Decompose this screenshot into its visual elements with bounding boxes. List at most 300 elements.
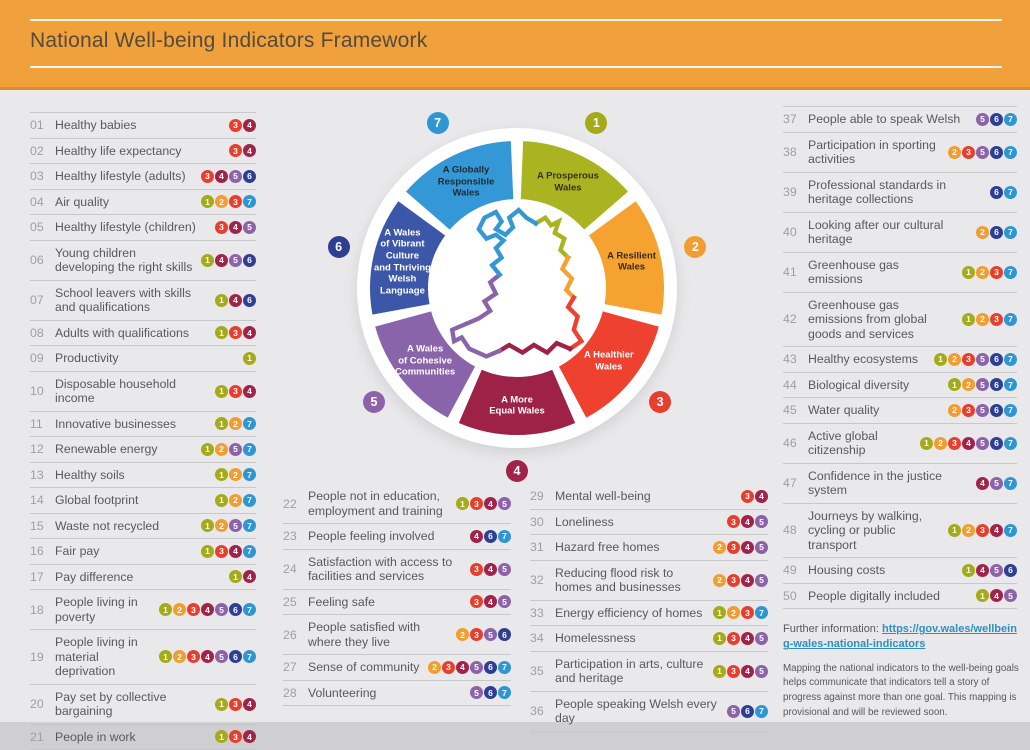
indicator-label: Homelessness [555, 631, 707, 646]
indicator-number: 19 [30, 650, 52, 664]
goal-badge-5: 5 [215, 650, 228, 663]
indicator-label: Journeys by walking, cycling or public transport [808, 509, 942, 553]
goal-badge-3: 3 [229, 195, 242, 208]
goal-badge-1: 1 [215, 698, 228, 711]
goal-badge-7: 7 [1004, 313, 1017, 326]
indicator-number: 17 [30, 570, 52, 584]
goal-badge-1: 1 [229, 570, 242, 583]
indicator-row-45 [783, 398, 1017, 424]
goal-segment-label-1: A Prosperous Wales [514, 171, 622, 194]
indicator-row-29 [530, 484, 768, 510]
indicator-row-43 [783, 347, 1017, 373]
goal-badge-7: 7 [498, 661, 511, 674]
indicator-label: People satisfied with where they live [308, 620, 450, 649]
indicator-row-21 [30, 725, 256, 750]
indicator-label: Disposable household income [55, 377, 209, 406]
goal-badge-1: 1 [962, 564, 975, 577]
indicator-row-20 [30, 685, 256, 725]
goal-badges [214, 417, 256, 430]
indicator-label: Professional standards in heritage collections [808, 178, 984, 207]
goal-badge-6: 6 [741, 705, 754, 718]
goal-badge-5: 5 [1004, 589, 1017, 602]
goal-badge-2: 2 [229, 494, 242, 507]
indicator-row-03 [30, 164, 256, 190]
goal-badge-2: 2 [215, 519, 228, 532]
goal-badge-4: 4 [741, 574, 754, 587]
indicator-row-06 [30, 241, 256, 281]
goal-badge-2: 2 [215, 195, 228, 208]
indicator-number: 07 [30, 293, 52, 307]
indicator-number: 21 [30, 730, 52, 744]
goal-badge-6: 6 [990, 146, 1003, 159]
goal-number-badge-6: 6 [328, 236, 350, 258]
indicator-label: Sense of community [308, 660, 422, 675]
goal-badge-1: 1 [215, 468, 228, 481]
indicator-number: 13 [30, 468, 52, 482]
indicator-number: 33 [530, 606, 552, 620]
indicator-row-40 [783, 213, 1017, 253]
indicator-row-02 [30, 139, 256, 165]
indicator-number: 26 [283, 628, 305, 642]
goal-badge-5: 5 [755, 515, 768, 528]
goal-badge-5: 5 [470, 661, 483, 674]
goal-badge-7: 7 [243, 545, 256, 558]
goal-badges [726, 515, 768, 528]
goal-badges [214, 468, 256, 481]
indicator-label: People able to speak Welsh [808, 112, 970, 127]
goal-badge-1: 1 [201, 254, 214, 267]
goal-badge-7: 7 [243, 195, 256, 208]
indicator-label: Water quality [808, 403, 942, 418]
goal-badge-4: 4 [215, 170, 228, 183]
goal-badge-3: 3 [470, 497, 483, 510]
indicator-number: 27 [283, 660, 305, 674]
goal-badges [228, 570, 256, 583]
goal-badge-3: 3 [229, 730, 242, 743]
indicator-label: Healthy life expectancy [55, 144, 223, 159]
goal-badge-2: 2 [456, 628, 469, 641]
goal-badge-7: 7 [1004, 524, 1017, 537]
indicator-number: 32 [530, 573, 552, 587]
indicator-row-33 [530, 601, 768, 627]
indicator-row-17 [30, 565, 256, 591]
indicator-column-left [30, 112, 256, 750]
goal-badge-4: 4 [976, 477, 989, 490]
indicator-number: 08 [30, 326, 52, 340]
indicator-label: Biological diversity [808, 378, 942, 393]
goal-badge-1: 1 [713, 665, 726, 678]
goal-badge-1: 1 [215, 730, 228, 743]
goal-badge-2: 2 [215, 443, 228, 456]
goal-badge-7: 7 [243, 494, 256, 507]
goal-badge-6: 6 [229, 650, 242, 663]
goal-badge-1: 1 [920, 437, 933, 450]
goal-badge-2: 2 [976, 313, 989, 326]
indicator-row-37 [783, 107, 1017, 133]
indicator-number: 39 [783, 185, 805, 199]
goal-badge-1: 1 [159, 650, 172, 663]
goal-badge-4: 4 [484, 563, 497, 576]
goal-badge-3: 3 [727, 541, 740, 554]
goal-badges [455, 628, 511, 641]
goal-badges [455, 497, 511, 510]
indicator-label: Greenhouse gas emissions [808, 258, 956, 287]
indicator-row-10 [30, 372, 256, 412]
indicator-number: 49 [783, 563, 805, 577]
goal-badge-4: 4 [962, 437, 975, 450]
indicator-label: Pay difference [55, 570, 223, 585]
goal-badges [712, 574, 768, 587]
further-info-link[interactable]: https://gov.wales/wellbeing-wales-national-indicators [783, 623, 1017, 650]
indicator-row-44 [783, 373, 1017, 399]
indicator-number: 37 [783, 112, 805, 126]
indicator-label: Healthy babies [55, 118, 223, 133]
goal-number-badge-7: 7 [427, 112, 449, 134]
indicator-number: 43 [783, 352, 805, 366]
goal-badges [740, 490, 768, 503]
indicator-label: Satisfaction with access to facilities and services [308, 555, 464, 584]
indicator-number: 38 [783, 145, 805, 159]
header-band [0, 0, 1030, 90]
goal-badge-2: 2 [727, 606, 740, 619]
footer [783, 622, 1021, 721]
indicator-row-15 [30, 514, 256, 540]
indicator-row-27 [283, 655, 511, 681]
goal-badge-3: 3 [962, 404, 975, 417]
indicator-label: Participation in sporting activities [808, 138, 942, 167]
goal-badge-3: 3 [470, 628, 483, 641]
indicator-number: 04 [30, 195, 52, 209]
goal-badge-2: 2 [229, 468, 242, 481]
goal-badges [158, 650, 256, 663]
indicator-label: Innovative businesses [55, 417, 209, 432]
indicator-row-23 [283, 524, 511, 550]
indicator-row-24 [283, 550, 511, 590]
goal-badge-3: 3 [229, 385, 242, 398]
goal-badge-3: 3 [201, 170, 214, 183]
indicator-label: Air quality [55, 195, 195, 210]
indicator-number: 46 [783, 436, 805, 450]
indicator-number: 01 [30, 118, 52, 132]
goal-badge-3: 3 [442, 661, 455, 674]
indicator-row-18 [30, 590, 256, 630]
indicator-row-26 [283, 615, 511, 655]
goal-badges [228, 119, 256, 132]
goal-number-badge-5: 5 [363, 391, 385, 413]
goal-badge-1: 1 [159, 603, 172, 616]
further-information [783, 622, 1021, 653]
goal-badge-7: 7 [755, 705, 768, 718]
indicator-row-19 [30, 630, 256, 685]
goal-number-badge-3: 3 [649, 391, 671, 413]
goal-badge-6: 6 [243, 170, 256, 183]
goal-badge-4: 4 [243, 326, 256, 339]
indicator-label: Active global citizenship [808, 429, 914, 458]
goal-badges [933, 353, 1017, 366]
indicator-label: Feeling safe [308, 595, 464, 610]
goal-segment-label-6: A Wales of Vibrant Culture and Thriving Welsh Language [348, 227, 456, 296]
indicator-label: Loneliness [555, 515, 721, 530]
goal-badges [214, 294, 256, 307]
indicator-row-04 [30, 190, 256, 216]
goal-badge-1: 1 [201, 195, 214, 208]
goal-badge-3: 3 [229, 326, 242, 339]
indicator-row-32 [530, 561, 768, 601]
goal-badge-5: 5 [990, 564, 1003, 577]
goal-badge-4: 4 [243, 119, 256, 132]
goal-badge-3: 3 [470, 563, 483, 576]
goals-wheel-svg [327, 98, 707, 478]
goal-badges [200, 443, 256, 456]
goal-badge-4: 4 [741, 632, 754, 645]
goal-badge-7: 7 [498, 530, 511, 543]
goal-badge-2: 2 [962, 378, 975, 391]
goal-badge-1: 1 [713, 632, 726, 645]
indicator-number: 35 [530, 664, 552, 678]
goal-badge-7: 7 [243, 519, 256, 532]
goal-badge-1: 1 [215, 385, 228, 398]
goal-badge-3: 3 [741, 606, 754, 619]
goal-badge-6: 6 [243, 294, 256, 307]
indicator-row-36 [530, 692, 768, 732]
goal-badge-7: 7 [1004, 266, 1017, 279]
indicator-row-22 [283, 484, 511, 524]
goal-badge-2: 2 [428, 661, 441, 674]
goal-badge-1: 1 [243, 352, 256, 365]
goal-badge-2: 2 [976, 226, 989, 239]
goal-badge-1: 1 [215, 294, 228, 307]
goal-badge-3: 3 [215, 221, 228, 234]
goal-badge-3: 3 [727, 665, 740, 678]
indicator-number: 42 [783, 312, 805, 326]
indicator-label: Healthy ecosystems [808, 352, 928, 367]
goal-badge-1: 1 [934, 353, 947, 366]
goal-badge-2: 2 [948, 404, 961, 417]
goal-badge-5: 5 [229, 519, 242, 532]
goal-badge-3: 3 [470, 595, 483, 608]
indicator-row-05 [30, 215, 256, 241]
goal-badges [214, 698, 256, 711]
goal-badges [947, 524, 1017, 537]
goal-badges [947, 404, 1017, 417]
indicator-number: 02 [30, 144, 52, 158]
indicator-number: 40 [783, 225, 805, 239]
goal-badge-4: 4 [229, 294, 242, 307]
goal-segment-label-7: A Globally Responsible Wales [412, 165, 520, 200]
goal-badge-4: 4 [243, 570, 256, 583]
header-rule-bottom [30, 66, 1002, 68]
indicator-label: Hazard free homes [555, 540, 707, 555]
indicator-row-14 [30, 488, 256, 514]
goal-badges [200, 170, 256, 183]
goal-badge-4: 4 [741, 665, 754, 678]
indicator-number: 48 [783, 523, 805, 537]
goal-badges [214, 385, 256, 398]
goal-segment-label-2: A Resilient Wales [578, 250, 686, 273]
indicator-row-12 [30, 437, 256, 463]
goal-badges [200, 519, 256, 532]
goal-badges [200, 545, 256, 558]
indicator-number: 16 [30, 544, 52, 558]
goal-badges [469, 530, 511, 543]
goal-badge-6: 6 [484, 661, 497, 674]
indicator-number: 24 [283, 562, 305, 576]
goal-badge-6: 6 [1004, 564, 1017, 577]
goal-badge-3: 3 [229, 698, 242, 711]
indicator-number: 05 [30, 220, 52, 234]
goal-badges [975, 477, 1017, 490]
goal-badge-1: 1 [201, 443, 214, 456]
indicator-row-41 [783, 253, 1017, 293]
goal-badge-5: 5 [727, 705, 740, 718]
goal-badges [989, 186, 1017, 199]
goal-badge-3: 3 [215, 545, 228, 558]
indicator-number: 12 [30, 442, 52, 456]
goal-badges [947, 378, 1017, 391]
goal-badges [242, 352, 256, 365]
goal-badge-4: 4 [755, 490, 768, 503]
goal-badges [228, 144, 256, 157]
indicator-row-38 [783, 133, 1017, 173]
goal-badges [200, 195, 256, 208]
indicator-label: Participation in arts, culture and heritage [555, 657, 707, 686]
goal-badge-7: 7 [498, 686, 511, 699]
indicator-row-28 [283, 681, 511, 707]
indicator-number: 36 [530, 704, 552, 718]
goal-badge-7: 7 [1004, 353, 1017, 366]
indicator-label: Adults with qualifications [55, 326, 209, 341]
indicator-label: Housing costs [808, 563, 956, 578]
goal-badge-4: 4 [990, 524, 1003, 537]
goal-badge-3: 3 [727, 574, 740, 587]
goal-badges [712, 665, 768, 678]
wellbeing-goals-wheel [327, 98, 707, 478]
goal-badge-6: 6 [990, 353, 1003, 366]
goal-badge-6: 6 [990, 437, 1003, 450]
indicator-number: 44 [783, 378, 805, 392]
goal-badge-3: 3 [976, 524, 989, 537]
goal-badge-7: 7 [1004, 477, 1017, 490]
goal-badge-3: 3 [187, 650, 200, 663]
indicator-row-42 [783, 293, 1017, 348]
goal-badges [214, 326, 256, 339]
goal-badge-5: 5 [976, 404, 989, 417]
goal-badge-2: 2 [713, 574, 726, 587]
goal-badge-6: 6 [990, 378, 1003, 391]
goal-badge-6: 6 [484, 530, 497, 543]
goal-badge-7: 7 [1004, 378, 1017, 391]
indicator-row-16 [30, 539, 256, 565]
goal-badge-7: 7 [1004, 226, 1017, 239]
indicator-label: People speaking Welsh every day [555, 697, 721, 726]
goal-badge-1: 1 [215, 326, 228, 339]
footer-note: Mapping the national indicators to the well-being goals helps communicate that indicators tell a story of progress against more than one goal. This mapping is provisional and will be reviewed soon. [783, 662, 1021, 721]
goal-badge-4: 4 [976, 564, 989, 577]
indicator-label: Reducing flood risk to homes and businesses [555, 566, 707, 595]
indicator-label: Mental well-being [555, 489, 735, 504]
goal-badge-6: 6 [990, 113, 1003, 126]
goal-badge-1: 1 [976, 589, 989, 602]
indicator-row-47 [783, 464, 1017, 504]
indicator-row-49 [783, 558, 1017, 584]
indicator-label: People feeling involved [308, 529, 464, 544]
indicator-label: Looking after our cultural heritage [808, 218, 970, 247]
goal-badge-5: 5 [484, 628, 497, 641]
goal-badge-5: 5 [755, 574, 768, 587]
indicator-row-08 [30, 321, 256, 347]
goal-badges [947, 146, 1017, 159]
goal-badges [712, 606, 768, 619]
indicator-label: Pay set by collective bargaining [55, 690, 209, 719]
goal-badges [712, 632, 768, 645]
indicator-label: Global footprint [55, 493, 209, 508]
goal-badge-3: 3 [990, 313, 1003, 326]
goal-badge-5: 5 [229, 254, 242, 267]
indicator-label: People living in poverty [55, 595, 153, 624]
goal-badge-6: 6 [990, 404, 1003, 417]
goal-badge-5: 5 [229, 170, 242, 183]
indicator-number: 14 [30, 493, 52, 507]
indicator-row-50 [783, 584, 1017, 610]
goal-badge-3: 3 [229, 144, 242, 157]
indicator-row-11 [30, 412, 256, 438]
indicator-label: Waste not recycled [55, 519, 195, 534]
indicator-label: Renewable energy [55, 442, 195, 457]
goal-badge-3: 3 [741, 490, 754, 503]
indicator-label: People not in education, employment and training [308, 489, 450, 518]
goal-badge-4: 4 [456, 661, 469, 674]
indicator-number: 25 [283, 595, 305, 609]
goal-badge-1: 1 [713, 606, 726, 619]
goal-badge-6: 6 [229, 603, 242, 616]
goal-badge-4: 4 [201, 603, 214, 616]
goal-badge-7: 7 [1004, 404, 1017, 417]
goal-badge-6: 6 [243, 254, 256, 267]
indicator-number: 09 [30, 351, 52, 365]
goal-segment-label-5: A Wales of Cohesive Communities [371, 344, 479, 379]
goal-badge-4: 4 [741, 515, 754, 528]
goal-badges [726, 705, 768, 718]
goal-badge-1: 1 [215, 417, 228, 430]
indicator-row-01 [30, 113, 256, 139]
indicator-row-30 [530, 510, 768, 536]
goal-badge-4: 4 [243, 698, 256, 711]
goal-badge-2: 2 [934, 437, 947, 450]
goal-badge-1: 1 [201, 545, 214, 558]
goal-badges [469, 563, 511, 576]
goal-badge-4: 4 [470, 530, 483, 543]
goal-badge-4: 4 [215, 254, 228, 267]
header-rule-top [30, 19, 1002, 21]
indicator-label: People digitally included [808, 589, 970, 604]
goal-badge-2: 2 [173, 650, 186, 663]
goal-badge-2: 2 [229, 417, 242, 430]
goal-badges [712, 541, 768, 554]
indicator-row-48 [783, 504, 1017, 559]
goal-badge-7: 7 [243, 443, 256, 456]
goal-badge-7: 7 [1004, 146, 1017, 159]
goal-badge-7: 7 [1004, 113, 1017, 126]
goal-badge-4: 4 [243, 144, 256, 157]
indicator-number: 47 [783, 476, 805, 490]
goal-badge-1: 1 [215, 494, 228, 507]
goal-badges [961, 564, 1017, 577]
indicator-number: 28 [283, 686, 305, 700]
goal-badge-5: 5 [215, 603, 228, 616]
goal-badge-1: 1 [948, 378, 961, 391]
goal-badge-3: 3 [948, 437, 961, 450]
goal-badge-2: 2 [173, 603, 186, 616]
